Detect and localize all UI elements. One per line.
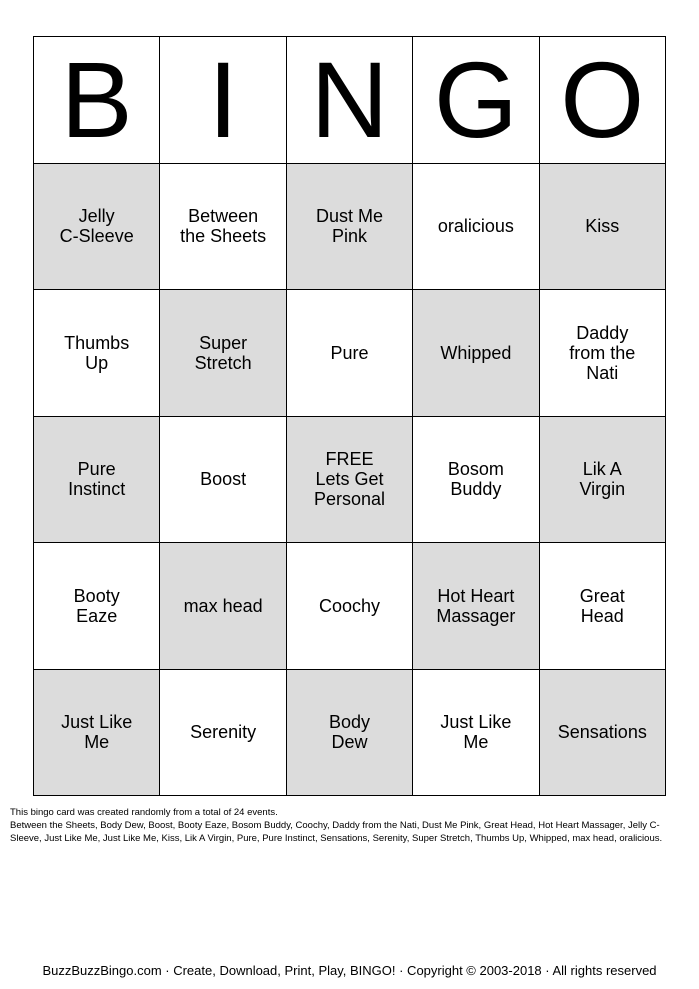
bingo-cell: Body Dew: [287, 670, 413, 797]
bingo-cell: Coochy: [287, 543, 413, 670]
card-footnote: [10, 806, 690, 845]
copyright-footer: BuzzBuzzBingo.com · Create, Download, Print, Play, BINGO! · Copyright © 2003-2018 · All rights reserved: [42, 963, 657, 978]
bingo-cell: Great Head: [540, 543, 666, 670]
bingo-cell: Sensations: [540, 670, 666, 797]
bingo-cell: Thumbs Up: [34, 290, 160, 417]
bingo-cell: Serenity: [160, 670, 286, 797]
bingo-cell: Just Like Me: [413, 670, 539, 797]
bingo-cell: Whipped: [413, 290, 539, 417]
bingo-cell: Bosom Buddy: [413, 417, 539, 544]
bingo-cell: Between the Sheets: [160, 164, 286, 291]
bingo-cell: Pure Instinct: [34, 417, 160, 544]
bingo-cell: oralicious: [413, 164, 539, 291]
footnote-summary: This bingo card was created randomly from a total of 24 events.: [10, 807, 278, 818]
bingo-cell: Boost: [160, 417, 286, 544]
header-letter-n: N: [287, 37, 413, 164]
header-letter-o: O: [540, 37, 666, 164]
bingo-cell: Kiss: [540, 164, 666, 291]
bingo-cell: Daddy from the Nati: [540, 290, 666, 417]
bingo-cell: Pure: [287, 290, 413, 417]
header-letter-i: I: [160, 37, 286, 164]
bingo-cell: Just Like Me: [34, 670, 160, 797]
bingo-cell: Dust Me Pink: [287, 164, 413, 291]
header-letter-b: B: [34, 37, 160, 164]
bingo-cell: Booty Eaze: [34, 543, 160, 670]
bingo-cell: Hot Heart Massager: [413, 543, 539, 670]
bingo-card: [33, 36, 666, 796]
bingo-cell: Lik A Virgin: [540, 417, 666, 544]
free-space-cell: FREE Lets Get Personal: [287, 417, 413, 544]
footnote-event-list: Between the Sheets, Body Dew, Boost, Booty Eaze, Bosom Buddy, Coochy, Daddy from the Nati, Dust Me Pink, Great Head, Hot Heart Massager, Jelly C-Sleeve, Just Like Me, Just Like Me, Kiss, Lik A Virgin, Pure, Pure Instinct, Sensations, Serenity, Super Stretch, Thumbs Up, Whipped, max head, oralicious.: [10, 820, 663, 844]
header-letter-g: G: [413, 37, 539, 164]
bingo-cell: Super Stretch: [160, 290, 286, 417]
bingo-cell: max head: [160, 543, 286, 670]
bingo-cell: Jelly C-Sleeve: [34, 164, 160, 291]
